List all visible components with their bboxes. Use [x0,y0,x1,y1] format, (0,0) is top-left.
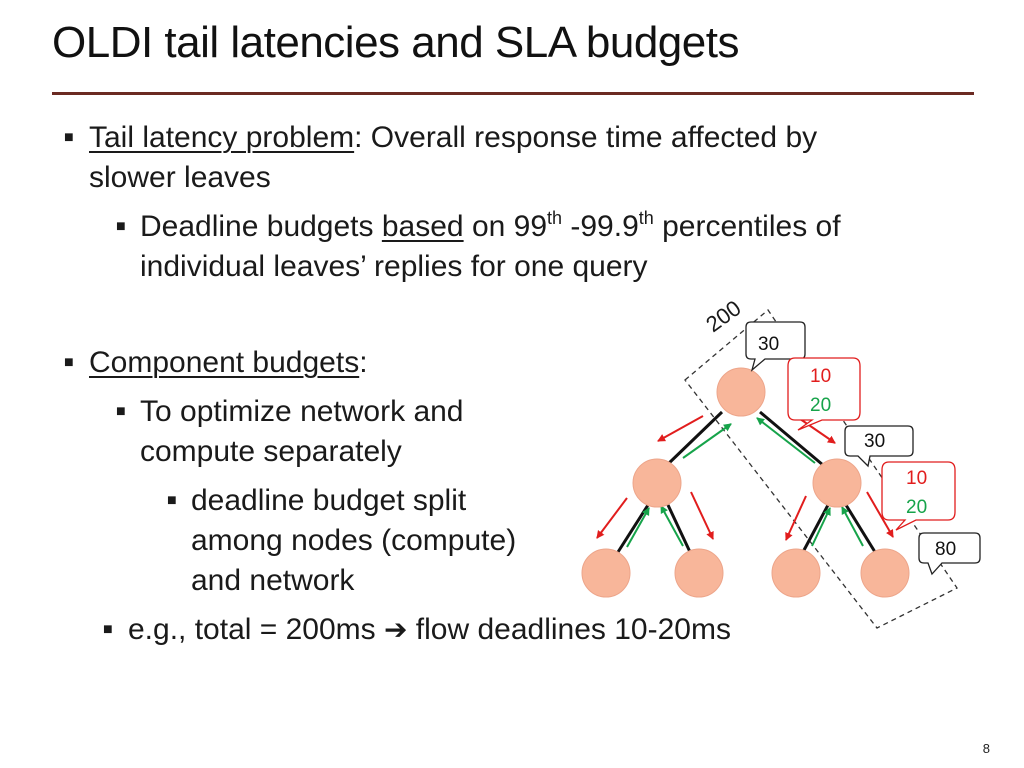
mid-node [813,459,861,507]
bullet-continuation: slower leaves [89,161,271,194]
sub-bullet-optimize: To optimize network and [140,395,464,428]
text-fragment: on 99 [463,210,548,243]
text-fragment: -99.9 [562,210,639,243]
leaf-node [582,549,630,597]
sub-sub-bullet-budget-split: deadline budget split [191,484,467,517]
page-number: 8 [982,741,990,756]
text-fragment: e.g., total = 200ms [128,613,384,646]
superscript: th [638,208,654,228]
sub-bullet-continuation: compute separately [140,435,402,468]
sub-bullet-continuation: individual leaves’ replies for one query [140,250,648,283]
sub-sub-bullet-continuation: among nodes (compute) [191,524,517,557]
top-network-request-value: 10 [810,366,832,387]
term-component-budgets: Component budgets [89,346,360,379]
sub-sub-bullet-continuation: and network [191,564,355,597]
leaf-node [675,549,723,597]
term-based: based [381,210,464,243]
leaf-node [772,549,820,597]
sub-bullet-deadline-budgets [140,207,841,247]
bullet-list: ■ Tail latency problem: Overall response time affected by slower leaves ■ Deadline budgets based on 99th -99.9th percentiles of individual leaves’ replies for one query ■ Component budgets: ■ To optimize network and compute separately ■ deadline budget split among nodes (compute) and network ■ e.g., total = 200ms ➔ flow deadlines 10-20ms [0,0,1024,768]
text-fragment: percentiles of [653,210,841,243]
bottom-network-response-value: 20 [906,497,928,518]
term-tail-latency-problem: Tail latency problem [89,121,355,154]
bullet-text: : Overall response time affected by [354,121,818,154]
leaf-node [861,549,909,597]
text-fragment: Deadline budgets [140,210,382,243]
bullet-tail-latency-problem [89,118,817,158]
bottom-network-request-value: 10 [906,468,928,489]
top-network-bubble [788,358,860,430]
bottom-network-bubble [882,462,955,530]
text-fragment: : [359,346,368,379]
mid-compute-value: 30 [864,431,886,452]
superscript: th [547,208,563,228]
sub-bullet-example [128,610,731,650]
root-node [717,368,765,416]
top-network-response-value: 20 [810,395,832,416]
slide-title: OLDI tail latencies and SLA budgets [52,18,739,67]
right-arrow-icon: ➔ [383,614,408,645]
bullet-component-budgets [89,343,368,383]
text-fragment: flow deadlines 10-20ms [407,613,731,646]
mid-node [633,459,681,507]
leaf-compute-value: 80 [935,539,957,560]
root-compute-value: 30 [758,334,780,355]
total-budget-label: 200 [701,295,746,338]
